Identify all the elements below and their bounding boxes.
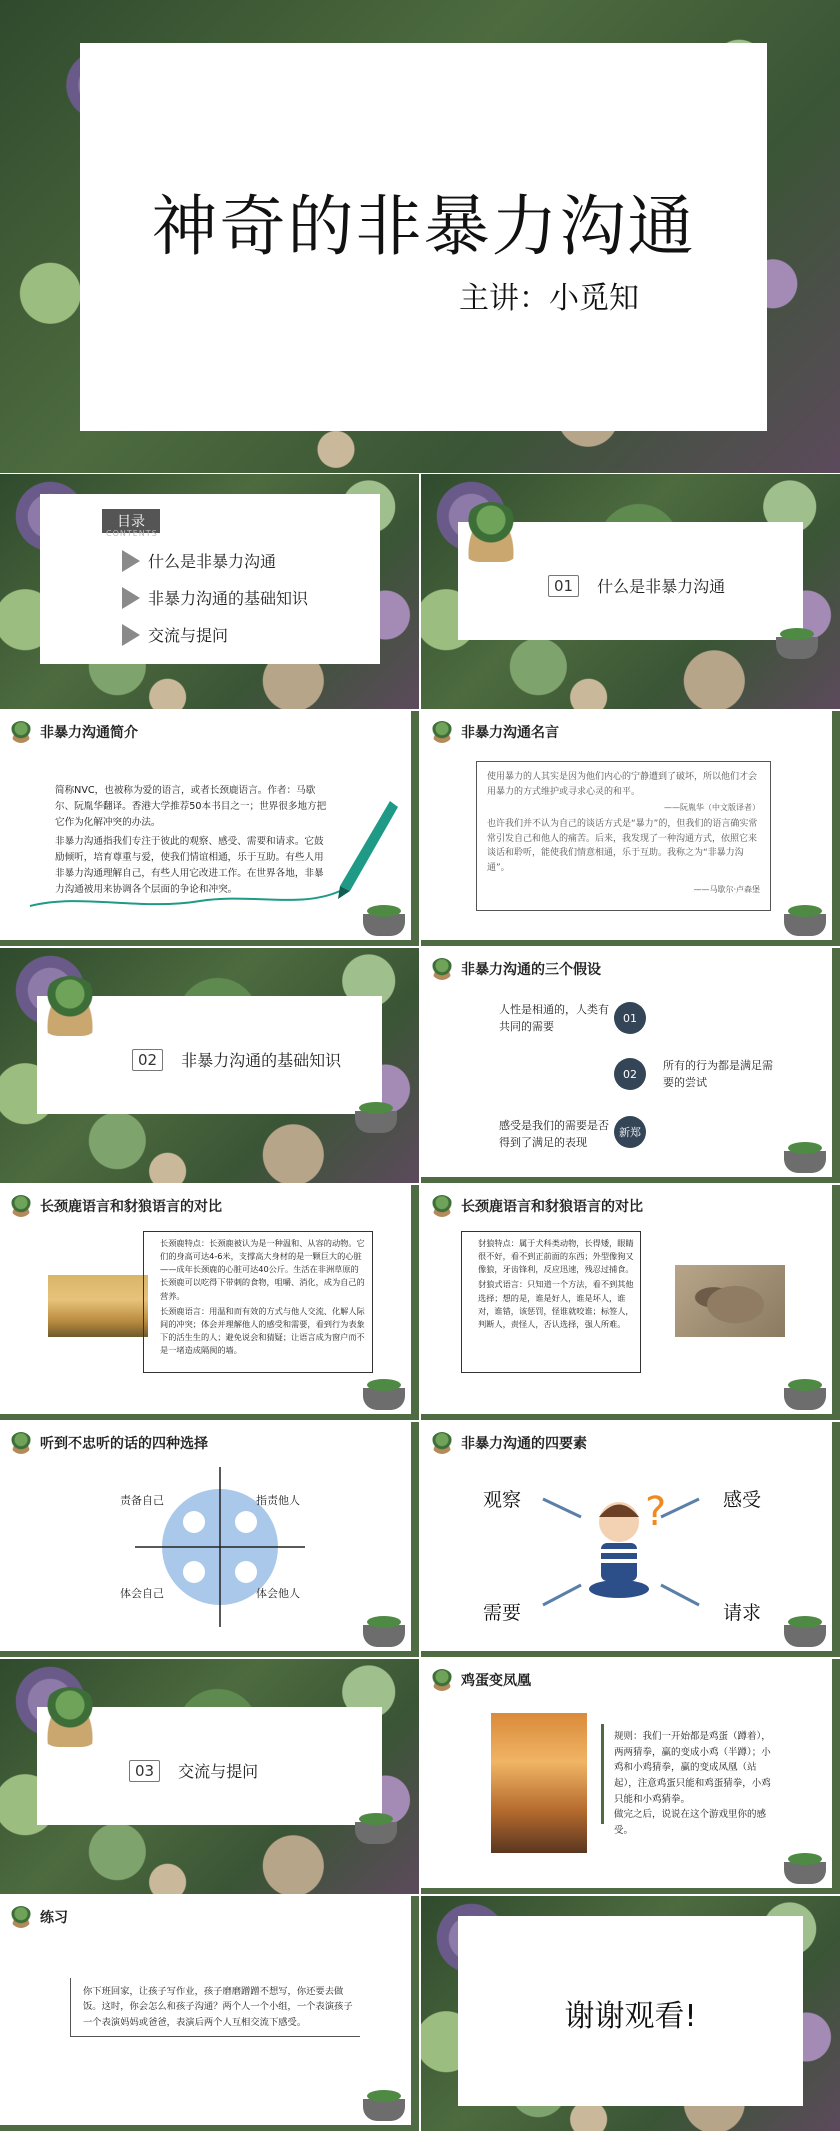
section-2-slide bbox=[0, 948, 419, 1183]
thanks-slide bbox=[421, 1896, 840, 2131]
svg-text:?: ? bbox=[645, 1489, 667, 1535]
bullet-item: 长颈鹿特点：长颈鹿被认为是一种温和、从容的动物。它们的身高可达4-6米，支撑高大身材的是一颗巨大的心脏——成年长颈鹿的心脏可达40公斤。生活在非洲草原的长颈鹿可以吃得下带刺的食物，咀嚼、消化，成为自己的营养。 bbox=[160, 1238, 365, 1301]
slide-title: 长颈鹿语言和豺狼语言的对比 bbox=[40, 1199, 222, 1215]
quote-text: 也许我们并不认为自己的谈话方式是“暴力”的，但我们的语言确实常常引发自己和他人的痛苦。后来，我发现了一种沟通方式，依照它来谈话和聆听，能使我们情意相通，乐于互助。我称之为“非暴力沟通”。 bbox=[487, 818, 758, 874]
pot-icon bbox=[355, 1822, 397, 1844]
plant-icon bbox=[10, 1432, 32, 1454]
jackal-box bbox=[461, 1231, 641, 1373]
slide-title: 长颈鹿语言和豺狼语言的对比 bbox=[461, 1199, 643, 1215]
cover-title: 神奇的非暴力沟通 bbox=[151, 188, 696, 265]
cover-card bbox=[80, 43, 767, 431]
pot-icon bbox=[363, 2099, 405, 2121]
giraffe-slide bbox=[0, 1185, 419, 1420]
quotes-slide bbox=[421, 711, 840, 946]
plant-icon bbox=[461, 502, 521, 562]
section-number: 02 bbox=[132, 1049, 163, 1071]
quadrant-label-tr: 指责他人 bbox=[256, 1494, 300, 1507]
bullet-item: 长颈鹿语言：用温和而有效的方式与他人交流、化解人际间的冲突；体会并理解他人的感受和需要，看到行为表象下的活生生的人；避免说会和猜疑；让语言成为窗户而不是一堵造成隔阂的墙。 bbox=[160, 1305, 365, 1355]
pot-icon bbox=[784, 1151, 826, 1173]
slide-title: 非暴力沟通的三个假设 bbox=[461, 962, 601, 978]
quadrant-label-tl: 责备自己 bbox=[120, 1494, 164, 1507]
giraffe-image bbox=[48, 1275, 148, 1337]
pot-icon bbox=[784, 914, 826, 936]
giraffe-box bbox=[143, 1231, 373, 1373]
egg-image bbox=[491, 1713, 587, 1853]
assumption-text: 感受是我们的需要是否得到了满足的表现 bbox=[499, 1119, 609, 1149]
toc-item-3[interactable] bbox=[122, 623, 228, 646]
toc-slide bbox=[0, 474, 419, 709]
rules-text-2: 做完之后，说说在这个游戏里你的感受。 bbox=[614, 1809, 767, 1837]
thanks-card bbox=[458, 1916, 803, 2106]
pot-icon bbox=[776, 637, 818, 659]
thanks-text: 谢谢观看! bbox=[564, 1999, 697, 2034]
assumption-text: 人性是相通的，人类有共同的需要 bbox=[499, 1003, 609, 1033]
rules-text: 规则：我们一开始都是鸡蛋（蹲着），两两猜拳，赢的变成小鸡（半蹲）；小鸡和小鸡猜拳，赢的变成凤凰（站起），注意鸡蛋只能和鸡蛋猜拳，小鸡只能和小鸡猜拳。 bbox=[614, 1731, 771, 1805]
practice-slide bbox=[0, 1896, 419, 2131]
plant-icon bbox=[431, 1432, 453, 1454]
triangle-icon bbox=[122, 550, 140, 572]
toc-item-label: 交流与提问 bbox=[148, 626, 229, 645]
quadrant-label-bl: 体会自己 bbox=[120, 1587, 164, 1600]
four-choices-slide bbox=[0, 1422, 419, 1657]
toc-heading: 目录 bbox=[102, 509, 160, 533]
hyena-image bbox=[675, 1265, 785, 1337]
pot-icon bbox=[784, 1388, 826, 1410]
plant-icon bbox=[40, 976, 100, 1036]
slide-title: 听到不忠听的话的四种选择 bbox=[40, 1436, 208, 1452]
assumption-number: 新郑 bbox=[614, 1116, 646, 1148]
slide-title: 非暴力沟通名言 bbox=[461, 725, 559, 741]
toc-heading-en: CONTENTS bbox=[106, 529, 158, 538]
toc-item-2[interactable] bbox=[122, 586, 308, 609]
pot-icon bbox=[784, 1625, 826, 1647]
bullet-item: 豺狼式语言：只知道一个方法，看不到其他选择；想的是，谁是好人，谁是坏人，谁对，谁错，该惩罚，怪谁就咬谁；标签人，判断人，责怪人，否认选择，强人所难。 bbox=[478, 1279, 634, 1329]
plant-icon bbox=[10, 721, 32, 743]
quotes-box bbox=[476, 761, 771, 911]
pot-icon bbox=[363, 1388, 405, 1410]
slide-title: 非暴力沟通的四要素 bbox=[461, 1436, 587, 1452]
plant-icon bbox=[431, 721, 453, 743]
section-3-slide bbox=[0, 1659, 419, 1894]
slide-title: 练习 bbox=[40, 1910, 68, 1926]
intro-slide bbox=[0, 711, 419, 946]
section-title: 交流与提问 bbox=[178, 1762, 259, 1781]
assumptions-slide bbox=[421, 948, 840, 1183]
element-word-tl: 观察 bbox=[483, 1489, 522, 1511]
assumption-number: 02 bbox=[614, 1058, 646, 1090]
toc-item-label: 什么是非暴力沟通 bbox=[148, 552, 277, 571]
bullet-item: 非暴力沟通指我们专注于彼此的观察、感受、需要和请求。它鼓励倾听，培育尊重与爱，使我们情谊相通，乐于互助。有些人用非暴力沟通理解自己，有些人用它改进工作。在世界各地，非暴力沟通被用来协调各个层面的争论和冲突。 bbox=[55, 836, 324, 895]
section-number: 03 bbox=[129, 1760, 160, 1782]
egg-rules bbox=[614, 1729, 774, 1839]
pen-icon bbox=[20, 771, 400, 931]
slide-title: 非暴力沟通简介 bbox=[40, 725, 138, 741]
pot-icon bbox=[355, 1111, 397, 1133]
toc-item-1[interactable] bbox=[122, 549, 276, 572]
plant-icon bbox=[431, 958, 453, 980]
element-word-bl: 需要 bbox=[483, 1602, 522, 1624]
section-number: 01 bbox=[548, 575, 579, 597]
cover-speaker: 主讲：小觅知 bbox=[459, 281, 639, 316]
bullet-item: 简称NVC，也被称为爱的语言，或者长颈鹿语言。作者：马歇尔、阮胤华翻译。香港大学推荐50本书目之一；世界很多地方把它作为化解冲突的办法。 bbox=[55, 785, 327, 828]
egg-game-slide bbox=[421, 1659, 840, 1894]
slide-title: 鸡蛋变凤凰 bbox=[461, 1673, 531, 1689]
triangle-icon bbox=[122, 624, 140, 646]
plant-icon bbox=[10, 1195, 32, 1217]
element-word-br: 请求 bbox=[723, 1602, 762, 1624]
thinking-person-icon bbox=[521, 1477, 721, 1617]
plant-icon bbox=[431, 1195, 453, 1217]
cover-slide bbox=[0, 0, 840, 473]
plant-icon bbox=[10, 1906, 32, 1928]
divider-bar bbox=[601, 1724, 604, 1824]
four-elements-slide bbox=[421, 1422, 840, 1657]
section-title: 什么是非暴力沟通 bbox=[597, 577, 726, 596]
pot-icon bbox=[363, 1625, 405, 1647]
section-1-slide bbox=[421, 474, 840, 709]
element-word-tr: 感受 bbox=[723, 1489, 762, 1511]
pot-icon bbox=[784, 1862, 826, 1884]
quadrant-diagram bbox=[130, 1462, 310, 1632]
quote-text: 使用暴力的人其实是因为他们内心的宁静遭到了破坏，所以他们才会用暴力的方式维护或寻求心灵的和平。 bbox=[487, 772, 758, 797]
quote-author: ——阮胤华（中文版译者） bbox=[664, 802, 760, 812]
plant-icon bbox=[40, 1687, 100, 1747]
jackal-slide bbox=[421, 1185, 840, 1420]
assumption-text: 所有的行为都是满足需要的尝试 bbox=[663, 1059, 773, 1089]
quadrant-label-br: 体会他人 bbox=[256, 1587, 300, 1600]
plant-icon bbox=[431, 1669, 453, 1691]
assumption-number: 01 bbox=[614, 1002, 646, 1034]
section-title: 非暴力沟通的基础知识 bbox=[181, 1051, 342, 1070]
practice-box: 你下班回家，让孩子写作业，孩子磨磨蹭蹭不想写，你还要去做饭。这时，你会怎么和孩子沟通？两个人一个小组，一个表演孩子一个表演妈妈或爸爸，表演后两个人互相交流下感受。 bbox=[70, 1978, 360, 2037]
toc-item-label: 非暴力沟通的基础知识 bbox=[148, 589, 309, 608]
quote-author: ——马歇尔·卢森堡 bbox=[693, 885, 760, 895]
pot-icon bbox=[363, 914, 405, 936]
triangle-icon bbox=[122, 587, 140, 609]
bullet-item: 豺狼特点：属于犬科类动物，长得矮，眼睛很不好，看不到正前面的东西；外型像狗又像狼，牙齿锋利，反应迅速，残忍过捕食。 bbox=[478, 1238, 634, 1275]
